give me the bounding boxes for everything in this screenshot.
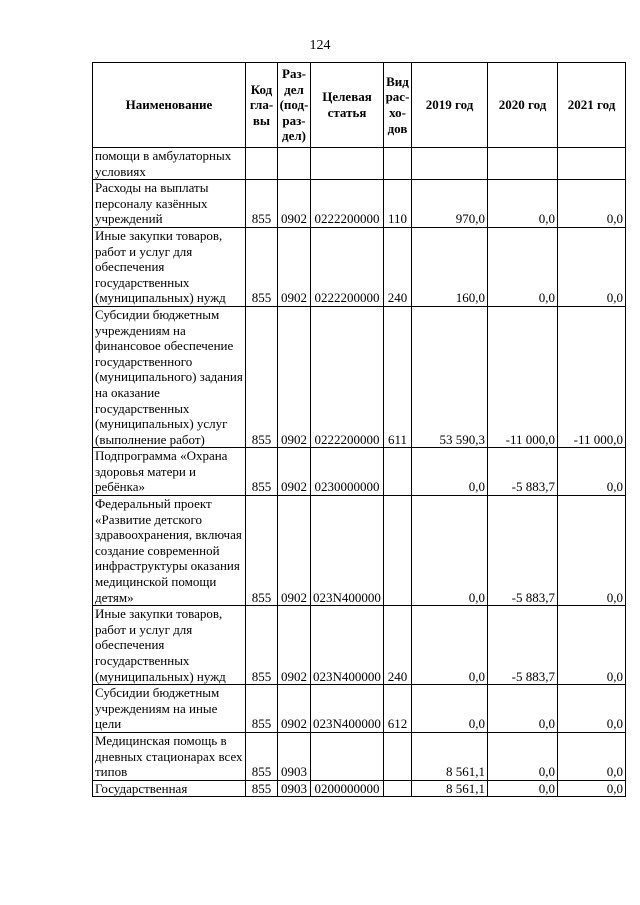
row-2021: 0,0 [558, 732, 626, 780]
row-name: Федеральный проект «Развитие детского здравоохранения, включая создание современной инфраструктуры оказания медицинской помощи детям» [93, 496, 246, 606]
table-row [93, 180, 626, 228]
row-code: 855 [246, 448, 278, 496]
row-name: Субсидии бюджетным учреждениям на иные цели [93, 685, 246, 733]
row-2021: 0,0 [558, 180, 626, 228]
row-article: 023N400000 [311, 606, 384, 685]
table-row [93, 606, 626, 685]
table-row [93, 448, 626, 496]
header-2021: 2021 год [558, 63, 626, 148]
row-kind: 240 [384, 606, 412, 685]
row-kind: 110 [384, 180, 412, 228]
row-kind: 612 [384, 685, 412, 733]
row-2020: -11 000,0 [488, 306, 558, 447]
table-row [93, 685, 626, 733]
header-2020: 2020 год [488, 63, 558, 148]
row-2019: 0,0 [412, 448, 488, 496]
row-section: 0902 [278, 606, 311, 685]
row-name: Иные закупки товаров, работ и услуг для обеспечения государственных (муниципальных) нужд [93, 227, 246, 306]
row-code: 855 [246, 685, 278, 733]
row-2021: -11 000,0 [558, 306, 626, 447]
row-article: 0230000000 [311, 448, 384, 496]
row-section: 0902 [278, 685, 311, 733]
row-name: Расходы на выплаты персоналу казённых учреждений [93, 180, 246, 228]
row-kind [384, 448, 412, 496]
row-2020: -5 883,7 [488, 448, 558, 496]
header-code: Код гла-вы [246, 63, 278, 148]
row-article: 023N400000 [311, 685, 384, 733]
row-2019: 970,0 [412, 180, 488, 228]
row-section: 0902 [278, 180, 311, 228]
row-kind: 611 [384, 306, 412, 447]
row-2019 [412, 148, 488, 180]
row-article: 0222200000 [311, 306, 384, 447]
row-2020: 0,0 [488, 180, 558, 228]
row-2019: 8 561,1 [412, 732, 488, 780]
row-section [278, 148, 311, 180]
row-article [311, 732, 384, 780]
row-article: 0200000000 [311, 780, 384, 797]
row-name: помощи в амбулаторных условиях [93, 148, 246, 180]
row-kind [384, 780, 412, 797]
row-article: 0222200000 [311, 180, 384, 228]
row-kind [384, 496, 412, 606]
row-article: 0222200000 [311, 227, 384, 306]
row-2021: 0,0 [558, 780, 626, 797]
budget-table [92, 62, 626, 797]
row-2020 [488, 148, 558, 180]
header-kind: Вид рас-хо-дов [384, 63, 412, 148]
row-code: 855 [246, 496, 278, 606]
table-row [93, 732, 626, 780]
header-2019: 2019 год [412, 63, 488, 148]
row-2020: -5 883,7 [488, 496, 558, 606]
row-2019: 0,0 [412, 685, 488, 733]
row-name: Иные закупки товаров, работ и услуг для обеспечения государственных (муниципальных) нужд [93, 606, 246, 685]
row-2021 [558, 148, 626, 180]
row-2021: 0,0 [558, 448, 626, 496]
row-code [246, 148, 278, 180]
row-2020: 0,0 [488, 227, 558, 306]
row-article [311, 148, 384, 180]
row-section: 0902 [278, 306, 311, 447]
row-code: 855 [246, 306, 278, 447]
row-code: 855 [246, 606, 278, 685]
header-section: Раз-дел (под-раз-дел) [278, 63, 311, 148]
row-code: 855 [246, 780, 278, 797]
row-name: Медицинская помощь в дневных стационарах всех типов [93, 732, 246, 780]
row-2021: 0,0 [558, 496, 626, 606]
row-2020: -5 883,7 [488, 606, 558, 685]
row-2019: 0,0 [412, 496, 488, 606]
header-name: Наименование [93, 63, 246, 148]
page-number: 124 [309, 38, 331, 53]
header-row [93, 63, 626, 148]
row-2020: 0,0 [488, 732, 558, 780]
row-2019: 0,0 [412, 606, 488, 685]
row-kind: 240 [384, 227, 412, 306]
row-section: 0902 [278, 448, 311, 496]
table-row [93, 306, 626, 447]
row-section: 0902 [278, 227, 311, 306]
row-kind [384, 732, 412, 780]
row-name: Подпрограмма «Охрана здоровья матери и ребёнка» [93, 448, 246, 496]
row-article: 023N400000 [311, 496, 384, 606]
row-2021: 0,0 [558, 685, 626, 733]
row-section: 0902 [278, 496, 311, 606]
header-article: Целевая статья [311, 63, 384, 148]
row-section: 0903 [278, 780, 311, 797]
row-2021: 0,0 [558, 606, 626, 685]
table-row [93, 780, 626, 797]
row-section: 0903 [278, 732, 311, 780]
row-2020: 0,0 [488, 780, 558, 797]
row-code: 855 [246, 180, 278, 228]
row-name: Субсидии бюджетным учреждениям на финансовое обеспечение государственного (муниципального) задания на оказание государственных (муниципальных) услуг (выполнение работ) [93, 306, 246, 447]
row-2020: 0,0 [488, 685, 558, 733]
row-code: 855 [246, 732, 278, 780]
table-row [93, 227, 626, 306]
row-2019: 53 590,3 [412, 306, 488, 447]
row-kind [384, 148, 412, 180]
row-2019: 8 561,1 [412, 780, 488, 797]
table-row [93, 148, 626, 180]
table-row [93, 496, 626, 606]
row-2019: 160,0 [412, 227, 488, 306]
row-name: Государственная [93, 780, 246, 797]
row-2021: 0,0 [558, 227, 626, 306]
row-code: 855 [246, 227, 278, 306]
